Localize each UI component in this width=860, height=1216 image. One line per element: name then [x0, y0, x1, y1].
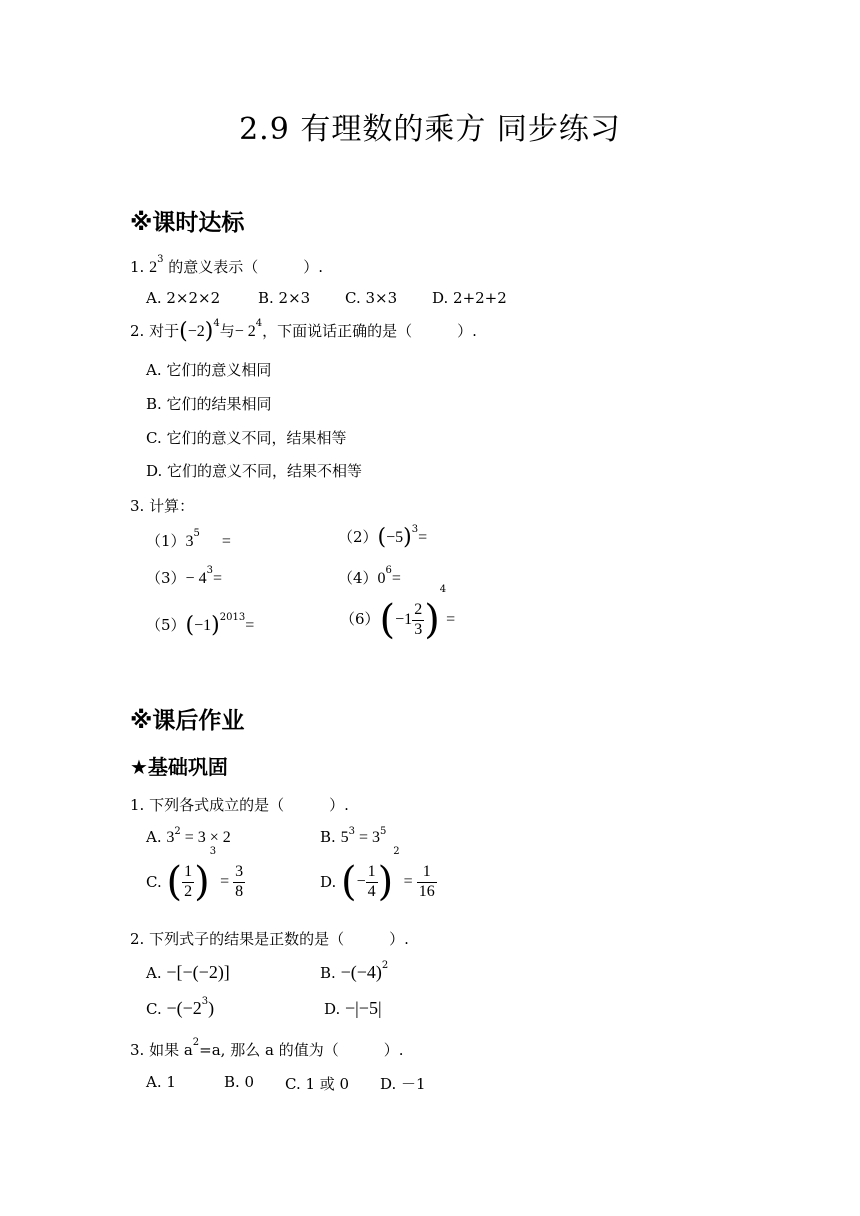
question-number: 1. — [130, 258, 150, 276]
math-exponent: 4 — [255, 318, 263, 329]
option-d: D. (− $\frac{1}{4}$ )$^2$ = $\frac{1}{16}$ — [320, 846, 435, 905]
item-label: （4） — [338, 569, 378, 587]
math-exponent: 4 — [439, 584, 447, 595]
item-label: （5） — [146, 616, 186, 634]
option-a: A. 它们的意义相同 — [146, 361, 272, 379]
equals-sign: = — [418, 529, 428, 546]
fraction: $\frac{2}{3}$ — [414, 601, 423, 638]
math-base: 3 — [185, 533, 194, 550]
item-label: （2） — [338, 528, 378, 546]
math-base: −1 — [194, 617, 212, 634]
homework-question-2: 2. 下列式子的结果是正数的是（ ）. — [130, 930, 409, 948]
option-c: C. 3×3 — [345, 289, 398, 307]
item-label: （6） — [340, 610, 380, 628]
page-title: 2.9 有理数的乘方 同步练习 — [239, 112, 621, 147]
option-d: D. 它们的意义不同，结果不相等 — [146, 462, 363, 480]
option-c: C. ( $\frac{1}{2}$ )$^3$ = $\frac{3}{8}$ — [146, 846, 244, 905]
option-b: B. $-(-4)^2$ — [320, 960, 389, 982]
question-text: ，下面说话正确的是（ ）. — [262, 322, 477, 340]
option-c: C. $-(-2^3)$ — [146, 996, 215, 1018]
section-heading-homework: ※课后作业 — [130, 708, 245, 734]
section-heading-class-goals: ※课时达标 — [130, 210, 245, 236]
option-a: A. $3^2 = 3 \times 2$ — [146, 826, 231, 846]
math-exponent: 5 — [193, 528, 200, 539]
math-exponent: 3 — [157, 254, 164, 265]
math-exponent: 2013 — [219, 612, 246, 623]
option-d: D. －1 — [380, 1075, 426, 1093]
calc-item-5: $(5)(-1)^{2013}=$ — [146, 612, 255, 638]
math-expr: −2 — [187, 323, 205, 340]
equals-sign: = — [446, 611, 456, 628]
equals-sign: = — [245, 617, 255, 634]
math-exponent: 3 — [206, 565, 213, 576]
calc-item-2: $(2)(-5)^3=$ — [338, 524, 428, 550]
question-2: 2. 对于$(-2)^4$与− $2^4$，下面说话正确的是（ ）. — [130, 318, 477, 344]
option-b: B. $5^3 = 3^5$ — [320, 826, 387, 846]
equals-sign: = — [212, 570, 222, 587]
math-expr: − 2 — [234, 323, 256, 340]
option-b: B. 2×3 — [258, 289, 311, 307]
math-exponent: 4 — [213, 318, 220, 329]
equals-sign: = — [221, 533, 231, 550]
question-text: 2. 对于 — [130, 322, 180, 340]
math-base: − 4 — [185, 570, 207, 587]
option-a: A. 1 — [146, 1073, 176, 1091]
math-base: 0 — [377, 570, 386, 587]
calc-item-1 — [146, 530, 231, 551]
item-label: （1） — [146, 532, 186, 550]
math-exponent: 3 — [411, 524, 419, 535]
equals-sign: = — [391, 570, 401, 587]
question-3: 3. 计算： — [130, 497, 195, 515]
subheading-basics: ★基础巩固 — [130, 755, 228, 779]
item-label: （3） — [146, 569, 186, 587]
option-d: D. −|−5| — [324, 998, 382, 1018]
calc-item-3 — [146, 567, 222, 588]
option-b: B. 它们的结果相同 — [146, 395, 272, 413]
option-d: D. 2+2+2 — [432, 289, 507, 307]
math-base: 2 — [149, 259, 158, 276]
option-a: A. 2×2×2 — [146, 289, 221, 307]
option-c: C. 它们的意义不同，结果相等 — [146, 429, 347, 447]
calc-item-6: （6）(−1 $\frac{2}{3}$ )$^4$= — [340, 584, 456, 643]
option-c: C. 1 或 0 — [285, 1075, 350, 1093]
question-text: 的意义表示（ ）. — [163, 258, 324, 276]
math-exponent: 6 — [385, 565, 392, 576]
math-base: −5 — [386, 529, 404, 546]
option-b: B. 0 — [224, 1073, 255, 1091]
question-1 — [130, 256, 323, 277]
option-a: A. −[−(−2)] — [146, 962, 230, 982]
math-whole: −1 — [395, 611, 413, 628]
homework-question-1: 1. 下列各式成立的是（ ）. — [130, 796, 349, 814]
question-text: 与 — [219, 322, 235, 340]
homework-question-3: 3. 如果 $a^2=a$, 那么 a 的值为（ ）. — [130, 1037, 404, 1059]
calc-item-4 — [338, 567, 401, 588]
